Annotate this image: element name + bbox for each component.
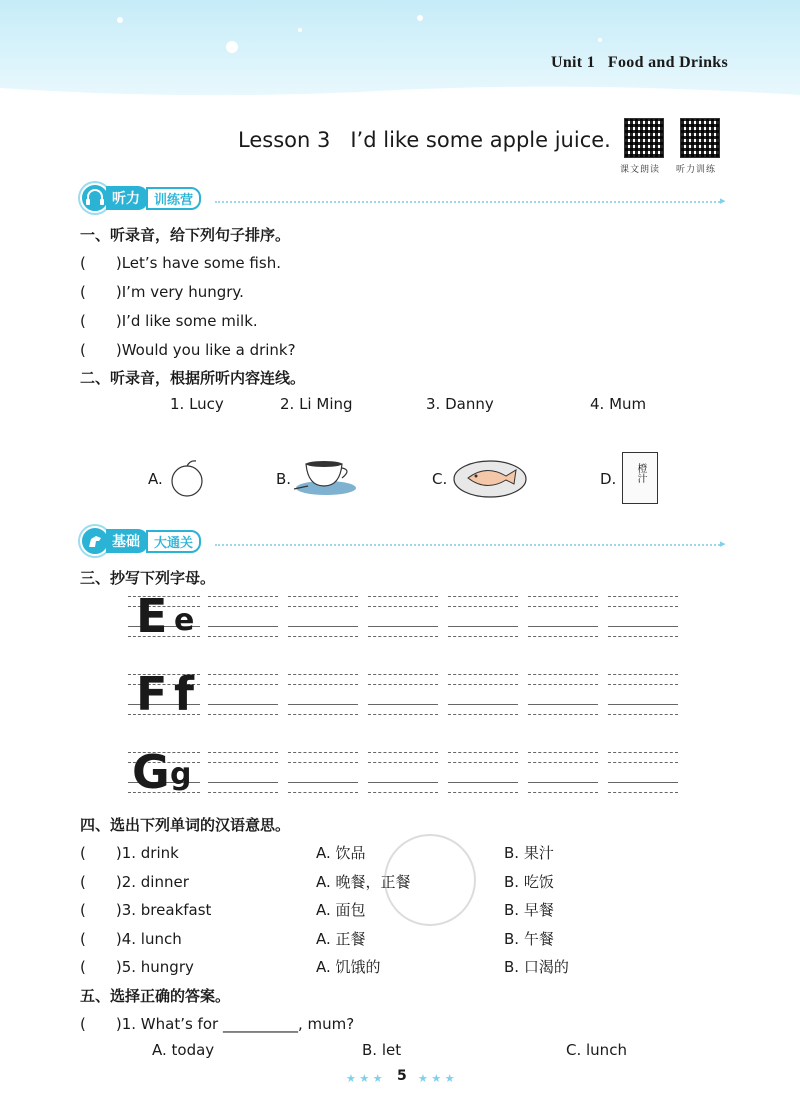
copy-line[interactable] — [368, 684, 438, 685]
copy-line[interactable] — [368, 626, 438, 627]
copy-line[interactable] — [208, 752, 278, 753]
section-divider — [215, 544, 720, 546]
copy-line[interactable] — [368, 636, 438, 637]
q5-question-1[interactable]: ( )1. What’s for __________, mum? — [80, 1015, 355, 1033]
badge-label-part2: 大通关 — [146, 530, 201, 553]
q4-row-2-word[interactable]: ( )2. dinner — [80, 873, 189, 891]
badge-label-part1: 听力 — [106, 186, 148, 210]
section-badge-listening — [80, 186, 201, 210]
copy-line[interactable] — [528, 596, 598, 597]
q2-name-4: 4. Mum — [590, 395, 647, 413]
letter-upper-G: G — [132, 745, 170, 799]
q4-row-4-word[interactable]: ( )4. lunch — [80, 930, 182, 948]
letter-upper-F: F — [136, 667, 168, 721]
copy-line[interactable] — [208, 714, 278, 715]
header-background — [0, 0, 800, 100]
q5-option-b[interactable]: B. let — [362, 1041, 402, 1059]
copy-line[interactable] — [208, 596, 278, 597]
copy-line[interactable] — [528, 636, 598, 637]
q2-option-a: A. — [148, 470, 163, 488]
q2-name-3: 3. Danny — [426, 395, 494, 413]
copy-line[interactable] — [288, 684, 358, 685]
q4-row-3-option-a[interactable]: A. 面包 — [316, 901, 366, 919]
copy-line[interactable] — [208, 704, 278, 705]
copy-line[interactable] — [448, 606, 518, 607]
section-divider — [215, 201, 720, 203]
q4-row-4-option-a[interactable]: A. 正餐 — [316, 930, 366, 948]
copy-line[interactable] — [368, 704, 438, 705]
arrow-icon: ▸ — [720, 537, 726, 550]
copy-line[interactable] — [448, 684, 518, 685]
copy-line[interactable] — [368, 762, 438, 763]
qr-label-listening: 听力训练 — [676, 165, 717, 175]
q4-row-1-word[interactable]: ( )1. drink — [80, 844, 179, 862]
copy-line[interactable] — [288, 606, 358, 607]
copy-line[interactable] — [288, 782, 358, 783]
copy-line[interactable] — [368, 606, 438, 607]
question-2-title: 二、听录音，根据所听内容连线。 — [80, 369, 306, 387]
copy-line[interactable] — [208, 606, 278, 607]
copy-line[interactable] — [608, 674, 678, 675]
q1-item-4[interactable]: ( )Would you like a drink? — [80, 341, 296, 359]
unit-heading: Unit 1 Food and Drinks — [550, 54, 728, 71]
copy-line[interactable] — [288, 596, 358, 597]
copy-line[interactable] — [368, 782, 438, 783]
copy-line[interactable] — [288, 674, 358, 675]
copy-line[interactable] — [608, 714, 678, 715]
coffee-cup-icon — [292, 456, 360, 498]
copy-line[interactable] — [288, 704, 358, 705]
question-3-title: 三、抄写下列字母。 — [80, 569, 216, 587]
q4-row-5-option-a[interactable]: A. 饥饿的 — [316, 958, 381, 976]
question-4-title: 四、选出下列单词的汉语意思。 — [80, 816, 291, 834]
fish-plate-icon — [452, 458, 528, 500]
q4-row-1-option-a[interactable]: A. 饮品 — [316, 844, 366, 862]
q2-name-1: 1. Lucy — [170, 395, 224, 413]
copy-line[interactable] — [528, 762, 598, 763]
copy-line[interactable] — [528, 752, 598, 753]
copy-line[interactable] — [448, 782, 518, 783]
copy-line[interactable] — [608, 782, 678, 783]
q4-row-3-option-b[interactable]: B. 早餐 — [504, 901, 554, 919]
section-badge-basics — [80, 529, 201, 553]
copy-line[interactable] — [208, 762, 278, 763]
q2-option-d: D. — [600, 470, 617, 488]
copy-line[interactable] — [608, 792, 678, 793]
q1-item-2[interactable]: ( )I’m very hungry. — [80, 283, 244, 301]
q2-name-2: 2. Li Ming — [280, 395, 353, 413]
letter-lower-f: f — [174, 667, 195, 721]
copy-line[interactable] — [288, 762, 358, 763]
juice-carton-icon — [622, 452, 658, 504]
copy-line[interactable] — [528, 626, 598, 627]
q5-option-a[interactable]: A. today — [152, 1041, 215, 1059]
letter-lower-e: e — [174, 603, 195, 638]
copy-line[interactable] — [208, 684, 278, 685]
copy-line[interactable] — [608, 606, 678, 607]
question-1-title: 一、听录音，给下列句子排序。 — [80, 226, 291, 244]
copy-line[interactable] — [448, 704, 518, 705]
copy-line[interactable] — [448, 762, 518, 763]
carton-label: 橙汁 — [635, 463, 646, 483]
page-number: 5 — [397, 1068, 407, 1084]
q4-row-2-option-b[interactable]: B. 吃饭 — [504, 873, 554, 891]
copy-line[interactable] — [368, 714, 438, 715]
copy-line[interactable] — [608, 596, 678, 597]
q4-row-5-option-b[interactable]: B. 口渴的 — [504, 958, 569, 976]
q4-row-3-word[interactable]: ( )3. breakfast — [80, 901, 212, 919]
copy-line[interactable] — [448, 714, 518, 715]
copy-line[interactable] — [528, 714, 598, 715]
copy-line[interactable] — [208, 674, 278, 675]
copy-line[interactable] — [528, 606, 598, 607]
lesson-title: Lesson 3 I’d like some apple juice. — [238, 128, 611, 152]
copy-line[interactable] — [528, 782, 598, 783]
copy-line[interactable] — [208, 626, 278, 627]
question-5-title: 五、选择正确的答案。 — [80, 987, 231, 1005]
copy-line[interactable] — [368, 674, 438, 675]
copy-line[interactable] — [288, 626, 358, 627]
badge-label-part1: 基础 — [106, 529, 148, 553]
q4-row-4-option-b[interactable]: B. 午餐 — [504, 930, 554, 948]
copy-line[interactable] — [608, 636, 678, 637]
copy-line[interactable] — [368, 792, 438, 793]
copy-line[interactable] — [608, 752, 678, 753]
copy-line[interactable] — [448, 596, 518, 597]
letter-upper-E: E — [136, 589, 168, 643]
q1-item-1[interactable]: ( )Let’s have some fish. — [80, 254, 281, 272]
qr-code-listening[interactable] — [680, 118, 720, 158]
copy-line[interactable] — [608, 762, 678, 763]
copy-line[interactable] — [368, 596, 438, 597]
watermark-stamp — [380, 825, 480, 935]
copy-line[interactable] — [288, 752, 358, 753]
qr-label-reading: 课文朗读 — [620, 165, 661, 175]
copy-line[interactable] — [528, 674, 598, 675]
q4-row-5-word[interactable]: ( )5. hungry — [80, 958, 194, 976]
arrow-icon: ▸ — [720, 194, 726, 207]
copy-line[interactable] — [208, 782, 278, 783]
copy-line[interactable] — [448, 792, 518, 793]
orange-icon — [168, 456, 206, 498]
copy-line[interactable] — [288, 636, 358, 637]
q2-option-c: C. — [432, 470, 448, 488]
star-decoration-right: ★ ★ ★ — [418, 1072, 455, 1085]
copy-line[interactable] — [288, 714, 358, 715]
copy-line[interactable] — [368, 752, 438, 753]
copy-line[interactable] — [288, 792, 358, 793]
copy-line[interactable] — [608, 684, 678, 685]
q1-item-3[interactable]: ( )I’d like some milk. — [80, 312, 258, 330]
q5-option-c[interactable]: C. lunch — [566, 1041, 627, 1059]
qr-code-reading[interactable] — [624, 118, 664, 158]
star-decoration-left: ★ ★ ★ — [346, 1072, 383, 1085]
copy-line[interactable] — [448, 674, 518, 675]
q2-option-b: B. — [276, 470, 292, 488]
q4-row-2-option-a[interactable]: A. 晚餐，正餐 — [316, 873, 411, 891]
copy-line[interactable] — [528, 704, 598, 705]
q4-row-1-option-b[interactable]: B. 果汁 — [504, 844, 554, 862]
badge-label-part2: 训练营 — [146, 187, 201, 210]
copy-line[interactable] — [608, 626, 678, 627]
copy-line[interactable] — [208, 792, 278, 793]
letter-lower-g: g — [170, 757, 192, 792]
copy-line[interactable] — [528, 684, 598, 685]
copy-line[interactable] — [448, 752, 518, 753]
copy-line[interactable] — [448, 626, 518, 627]
copy-line[interactable] — [528, 792, 598, 793]
copy-line[interactable] — [608, 704, 678, 705]
copy-line[interactable] — [448, 636, 518, 637]
copy-line[interactable] — [208, 636, 278, 637]
